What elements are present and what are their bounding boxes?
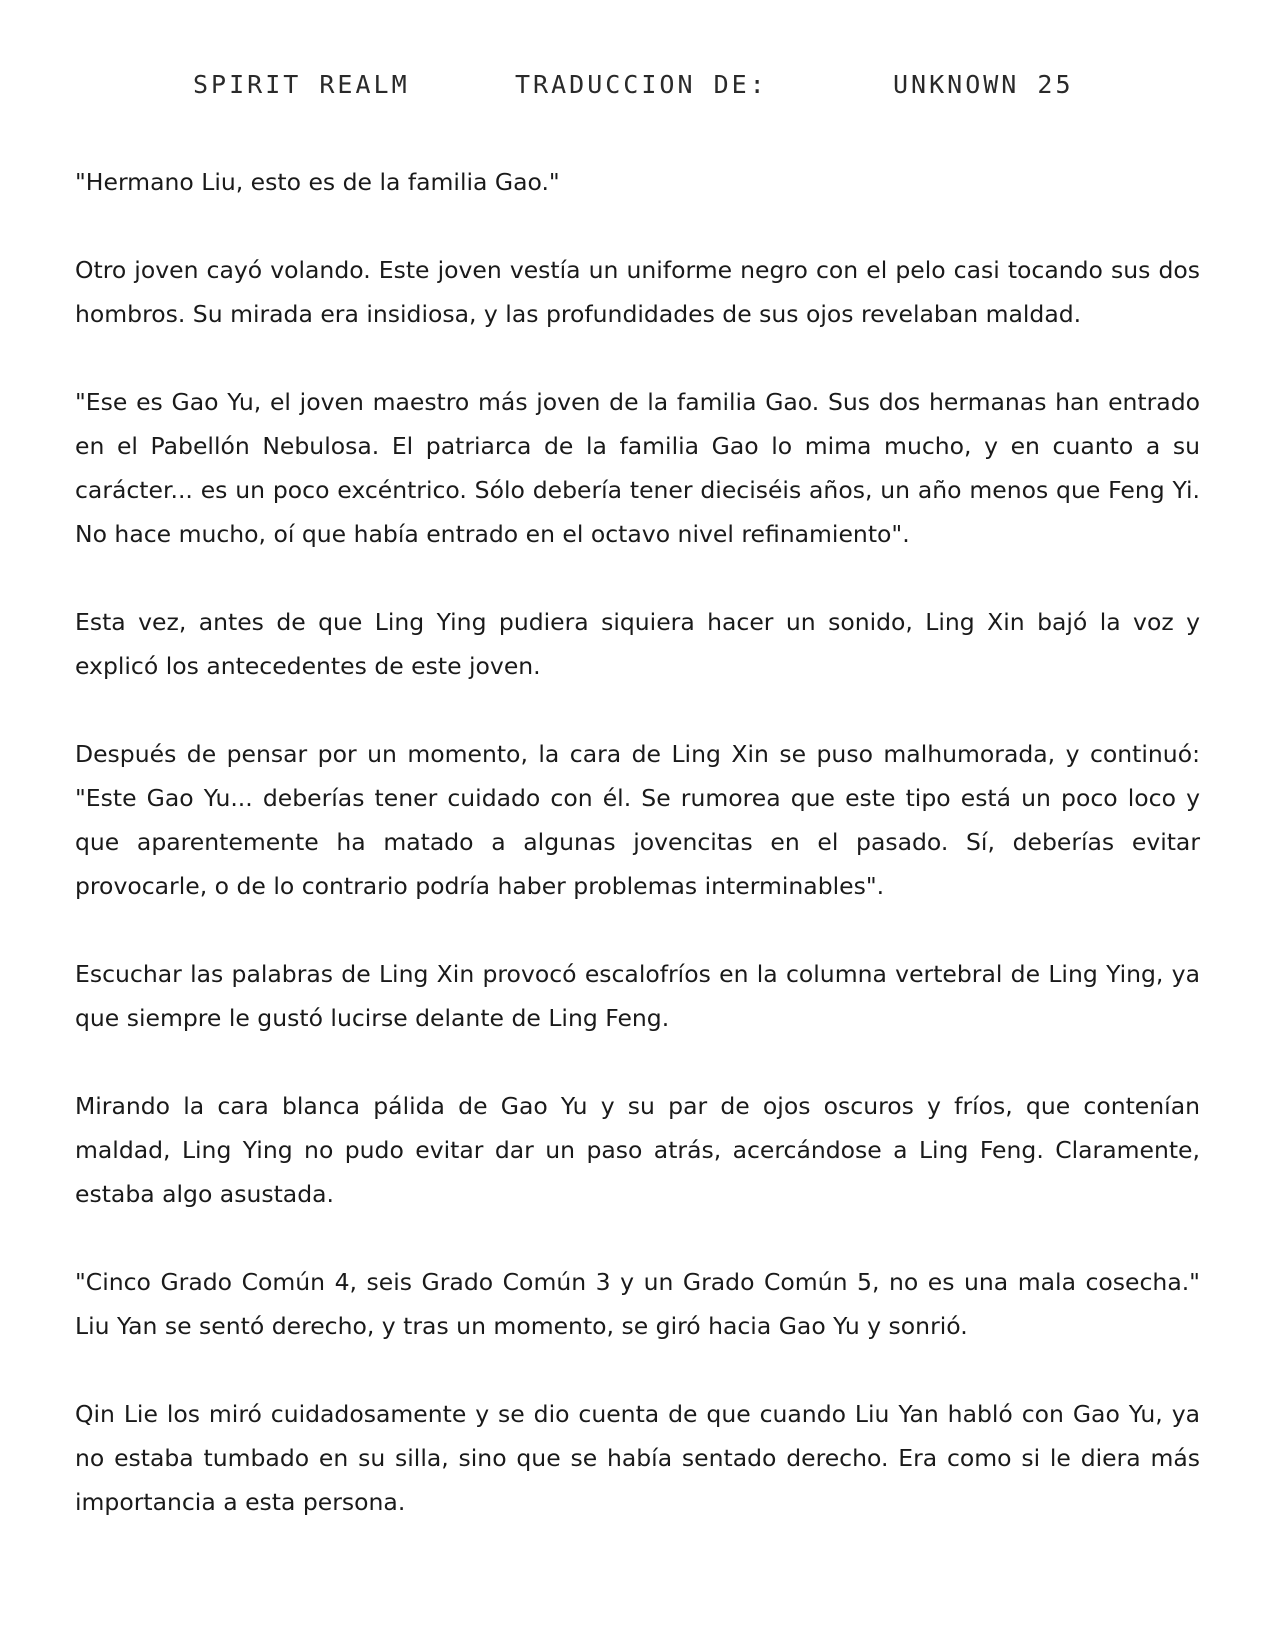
paragraph: Escuchar las palabras de Ling Xin provocó escalofríos en la columna vertebral de Ling Ying, ya que siempre le gustó lucirse delante de Ling Feng.: [75, 960, 1200, 1032]
paragraph: "Ese es Gao Yu, el joven maestro más joven de la familia Gao. Sus dos hermanas han entrado en el Pabellón Nebulosa. El patriarca de la familia Gao lo mima mucho, y en cuanto a su carácter... es un poco excéntrico. Sólo debería tener dieciséis años, un año menos que Feng Yi. No hace mucho, oí que había entrado en el octavo nivel refinamiento".: [75, 388, 1200, 548]
paragraph: Otro joven cayó volando. Este joven vestía un uniforme negro con el pelo casi tocando sus dos hombros. Su mirada era insidiosa, y las profundidades de sus ojos revelaban maldad.: [75, 256, 1200, 328]
paragraph: Esta vez, antes de que Ling Ying pudiera siquiera hacer un sonido, Ling Xin bajó la voz y explicó los antecedentes de este joven.: [75, 608, 1200, 680]
paragraph: Mirando la cara blanca pálida de Gao Yu y su par de ojos oscuros y fríos, que contenían maldad, Ling Ying no pudo evitar dar un paso atrás, acercándose a Ling Feng. Claramente, estaba algo asustada.: [75, 1092, 1200, 1208]
paragraph: "Cinco Grado Común 4, seis Grado Común 3 y un Grado Común 5, no es una mala cosecha." Liu Yan se sentó derecho, y tras un momento, se giró hacia Gao Yu y sonrió.: [75, 1268, 1200, 1340]
paragraph: Después de pensar por un momento, la cara de Ling Xin se puso malhumorada, y continuó: "Este Gao Yu... deberías tener cuidado con él. Se rumorea que este tipo está un poco loco y que aparentemente ha matado a algunas jovencitas en el pasado. Sí, deberías evitar provocarle, o de lo contrario podría haber problemas interminables".: [75, 740, 1200, 900]
header-translator: UNKNOWN 25: [893, 70, 1074, 99]
paragraph: Qin Lie los miró cuidadosamente y se dio cuenta de que cuando Liu Yan habló con Gao Yu, ya no estaba tumbado en su silla, sino que se había sentado derecho. Era como si le diera más importancia a esta persona.: [75, 1400, 1200, 1516]
header-title: SPIRIT REALM: [193, 70, 410, 99]
body-text: [75, 160, 1200, 1568]
page-header: [0, 70, 1275, 110]
paragraph: "Hermano Liu, esto es de la familia Gao.": [75, 168, 560, 196]
header-translation-label: TRADUCCION DE:: [515, 70, 768, 99]
